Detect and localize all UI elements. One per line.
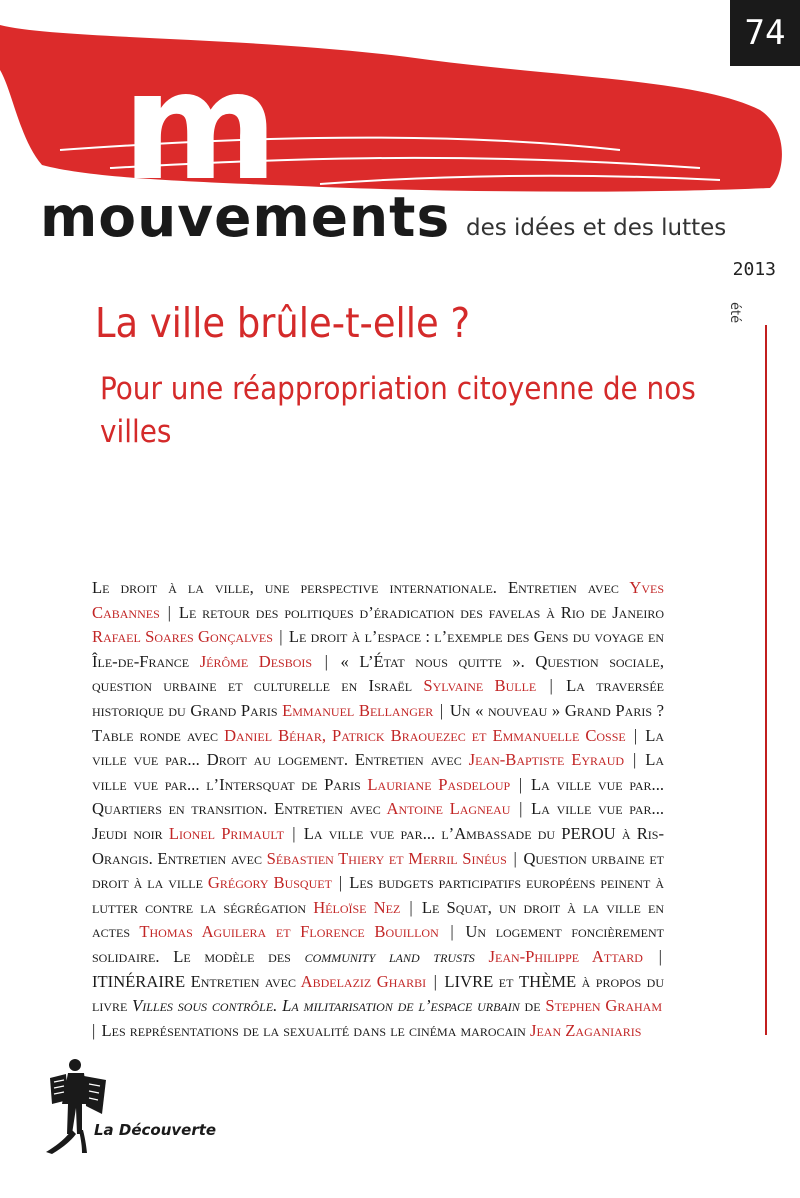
toc-author: Jean-Philippe Attard [488, 946, 643, 966]
toc-article-title: Les budgets participatifs européens peinent à lutter contre la ségrégation [92, 873, 664, 917]
toc-separator: | [644, 946, 662, 966]
toc-article-title: Un logement foncièrement solidaire. Le modèle des [92, 922, 664, 966]
toc-separator: | [428, 971, 443, 991]
toc-author: Sylvaine Bulle [423, 676, 537, 696]
toc-separator: | [161, 602, 177, 622]
toc-separator: | [508, 848, 522, 868]
toc-separator: | [440, 922, 464, 942]
toc-article-title: Un « nouveau » Grand Paris ? Table ronde avec [92, 700, 664, 745]
toc-article-title: La ville vue par... Jeudi noir [92, 799, 664, 843]
toc-separator: | [333, 873, 348, 893]
toc-author: Daniel Béhar, Patrick Braouezec et Emmanuelle Cosse [224, 725, 626, 745]
toc-author: Jean-Baptiste Eyraud [468, 750, 625, 770]
publisher-logo [42, 1056, 242, 1156]
toc-separator: | [627, 725, 644, 745]
toc-separator: | [538, 676, 565, 696]
toc-article-title: La traversée historique du Grand Paris [92, 676, 665, 720]
toc-separator: | [285, 823, 302, 843]
toc-separator: | [435, 700, 448, 720]
toc-author: Grégory Busquet [207, 873, 332, 893]
toc-separator: | [92, 1020, 100, 1040]
toc-article-title: La ville vue par... l’Ambassade du PEROU à Ris-Orangis. Entretien avec [92, 823, 665, 868]
toc-article-title: « L’État nous quitte ». Question sociale, question urbaine et culturelle en Israël [92, 651, 665, 696]
toc-author: Sébastien Thiery et Merril Sinéus [266, 848, 507, 868]
issue-title: La ville brûle-t-elle ? [95, 299, 471, 347]
issue-season: été [727, 302, 742, 324]
toc-italic-title: Villes sous contrôle. La militarisation de l’espace urbain [132, 996, 520, 1016]
toc-author: Jérôme Desbois [199, 651, 313, 671]
toc-article-title: Entretien avec [185, 971, 301, 991]
red-vertical-rule [765, 325, 767, 1035]
toc-article-title: La ville vue par... Droit au logement. Entretien avec [92, 725, 664, 770]
issue-number: 74 [730, 0, 800, 66]
toc-author: Jean Zaganiaris [530, 1020, 642, 1040]
toc-rubric: ITINÉRAIRE [92, 971, 186, 991]
toc-article-title: Le droit à l’espace : l’exemple des Gens du voyage en Île-de-France [92, 627, 664, 671]
toc-article-title: La ville vue par... l’Intersquat de Paris [92, 750, 665, 794]
toc-separator: | [402, 897, 420, 917]
toc-article-title: Le droit à la ville, une perspective internationale. Entretien avec [92, 578, 630, 597]
toc-article-title: Question urbaine et droit à la ville [92, 848, 665, 893]
toc-author: Thomas Aguilera et Florence Bouillon [139, 922, 439, 942]
tagline: des idées et des luttes [466, 215, 727, 241]
red-leaf-logo-art [0, 0, 790, 200]
toc-author: Lauriane Pasdeloup [367, 774, 511, 794]
toc-rubric: THÈME [518, 971, 577, 991]
toc-article-title: de [519, 996, 546, 1016]
toc-author: Emmanuel Bellanger [282, 700, 434, 720]
toc-article-title: Le Squat, un droit à la ville en actes [92, 897, 665, 942]
toc-author: Stephen Graham [545, 996, 663, 1016]
toc-separator: | [274, 627, 287, 647]
toc-rubric: LIVRE [444, 971, 494, 991]
issue-year: 2013 [732, 259, 776, 280]
toc-separator: | [626, 750, 644, 770]
toc-author: Antoine Lagneau [386, 799, 511, 819]
toc-separator: | [512, 799, 530, 819]
toc-author: Abdelaziz Gharbi [300, 971, 427, 991]
toc-author: Lionel Primault [168, 823, 284, 843]
toc-separator: | [512, 774, 529, 794]
toc-article-title: La ville vue par... Quartiers en transition. Entretien avec [92, 774, 665, 819]
toc-article-title: Le retour des politiques d’éradication des favelas à Rio de Janeiro [178, 602, 664, 622]
toc-italic-title: community land trusts [304, 946, 475, 966]
toc-separator: | [314, 651, 339, 671]
toc-author: Rafael Soares Gonçalves [92, 627, 273, 647]
toc-author: Héloïse Nez [313, 897, 401, 917]
magazine-name: mouvements [40, 185, 451, 249]
toc-author: Yves Cabannes [92, 578, 664, 622]
toc-article-title [475, 947, 489, 966]
logo-letter: m [122, 40, 279, 200]
newspaper-seller-icon [46, 1059, 106, 1154]
publisher-name: La Découverte [94, 1121, 217, 1139]
toc-article-title: et [493, 971, 519, 991]
toc-article-title: Les représentations de la sexualité dans le cinéma marocain [101, 1020, 530, 1040]
table-of-contents [92, 576, 664, 1043]
issue-subtitle: Pour une réappropriation citoyenne de nos villes [100, 371, 696, 450]
toc-article-title: à propos du livre [92, 971, 664, 1016]
